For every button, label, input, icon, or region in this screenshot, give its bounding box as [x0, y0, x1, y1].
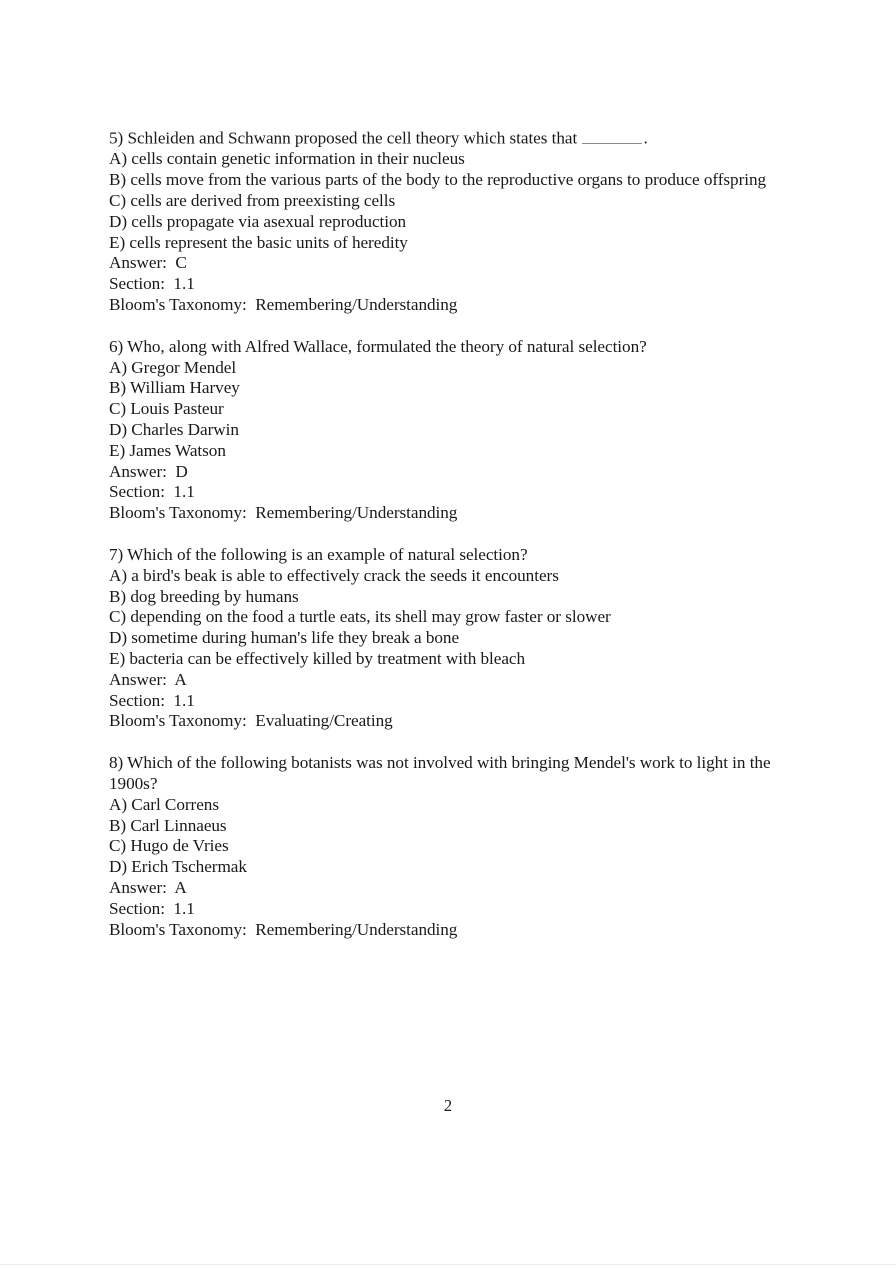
question-stem: 6) Who, along with Alfred Wallace, formulated the theory of natural selection?: [109, 336, 647, 356]
choice-d: D) sometime during human's life they break a bone: [109, 628, 460, 648]
choice-a: A) cells contain genetic information in their nucleus: [109, 149, 465, 169]
choice-c: C) cells are derived from preexisting cells: [109, 191, 396, 210]
bloom-taxonomy-line: Bloom's Taxonomy: Evaluating/Creating: [109, 711, 393, 731]
choice-e: E) James Watson: [109, 440, 226, 460]
question-block: [109, 545, 821, 732]
fill-in-blank: [582, 128, 642, 144]
answer-line: Answer: C: [109, 253, 187, 273]
choice-a: A) Gregor Mendel: [109, 357, 237, 377]
choice-b: B) dog breeding by humans: [109, 586, 299, 606]
choice-a: A) Carl Correns: [109, 794, 219, 814]
bloom-taxonomy-line: Bloom's Taxonomy: Remembering/Understanding: [109, 503, 458, 523]
choice-d: D) Charles Darwin: [109, 419, 239, 439]
question-stem: [109, 128, 821, 149]
choice-a: A) a bird's beak is able to effectively crack the seeds it encounters: [109, 565, 559, 585]
question-list: [109, 128, 821, 961]
page-bottom-divider: [0, 1264, 896, 1265]
question-block: [109, 128, 821, 316]
question-block: [109, 337, 821, 524]
question-stem-text: 5) Schleiden and Schwann proposed the cell theory which states that: [109, 128, 582, 148]
choice-d: D) Erich Tschermak: [109, 857, 247, 877]
choice-d: D) cells propagate via asexual reproduction: [109, 211, 407, 231]
page-number: 2: [443, 1096, 453, 1115]
bloom-taxonomy-line: Bloom's Taxonomy: Remembering/Understanding: [109, 294, 458, 314]
answer-line: Answer: A: [109, 877, 187, 897]
section-line: Section: 1.1: [109, 690, 195, 710]
choice-c: C) Louis Pasteur: [109, 399, 224, 419]
choice-c: C) depending on the food a turtle eats, its shell may grow faster or slower: [109, 607, 611, 627]
choice-b: B) cells move from the various parts of the body to the reproductive organs to produce offspring: [109, 170, 767, 190]
answer-line: Answer: D: [109, 461, 188, 481]
choice-e: E) cells represent the basic units of heredity: [109, 232, 408, 252]
answer-line: Answer: A: [109, 669, 187, 689]
section-line: Section: 1.1: [109, 274, 195, 294]
question-stem: 7) Which of the following is an example of natural selection?: [109, 544, 528, 564]
choice-b: B) Carl Linnaeus: [109, 815, 227, 835]
choice-b: B) William Harvey: [109, 378, 240, 398]
bloom-taxonomy-line: Bloom's Taxonomy: Remembering/Understanding: [109, 919, 458, 939]
question-stem: 8) Which of the following botanists was not involved with bringing Mendel's work to light in the 1900s?: [109, 753, 775, 793]
section-line: Section: 1.1: [109, 482, 195, 502]
section-line: Section: 1.1: [109, 898, 195, 918]
question-block: [109, 753, 821, 940]
question-stem-tail: .: [643, 128, 648, 148]
choice-e: E) bacteria can be effectively killed by treatment with bleach: [109, 648, 526, 668]
choice-c: C) Hugo de Vries: [109, 836, 229, 856]
